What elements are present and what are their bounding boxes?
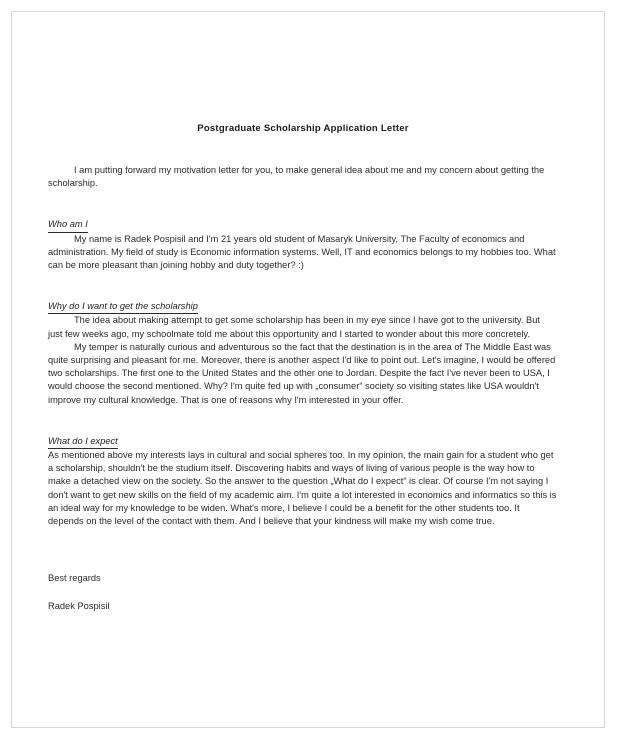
spacer xyxy=(48,190,557,216)
intro-paragraph: I am putting forward my motivation letter for you, to make general idea about me and my concern about getting the scholarship. xyxy=(48,165,545,189)
section-why-scholarship-heading-wrap xyxy=(48,298,557,314)
section-who-am-i-heading-wrap xyxy=(48,216,557,232)
spacer xyxy=(48,528,557,572)
signature-name: Radek Pospisil xyxy=(48,601,110,612)
section-who-am-i-paragraph-1: My name is Radek Pospisil and I'm 21 years old student of Masaryk University, The Faculty of economics and administration. My field of study is Economic information systems. Well, IT and economics belongs to my hobbies too. What can be more pleasant than joining hobby and duty together? :) xyxy=(48,233,556,271)
section-what-expect-paragraph-1: As mentioned above my interests lays in cultural and social spheres too. In my opinion, the main gain for a student who get a scholarship, shouldn't be the studium itself. Discovering habits and ways of living of various people is the way how to make a detached view on the society. So the answer to the question „What do I expect“ is clear. Of course I'm not saying I don't want to get new skills on the field of my academic aim. I'm quite a lot interested in economics and informatics so this is an ideal way for my knowledge to be widen. What's more, I believe I could be a benefit for the other students too. It depends on the level of the contact with them. And I believe that your kindness will make my wish come true. xyxy=(48,450,557,527)
page-content-area xyxy=(48,12,558,727)
section-why-scholarship-paragraph-2: My temper is naturally curious and adventurous so the fact that the destination is in the area of The Middle East was quite surprising and pleasant for me. Moreover, there is another aspect I'd like to point out. Let's imagine, I would be offered two scholarships. The first one to the United States and the other one to Jordan. Despite the fact I've never been to USA, I would choose the second mentioned. Why? I'm quite fed up with „consumer“ society so visiting states like USA wouldn't improve my cultural knowledge. That is one of reasons why I'm interested in your offer. xyxy=(48,341,556,405)
section-heading-who-am-i: Who am I xyxy=(48,218,88,232)
letter-body xyxy=(48,164,557,614)
section-what-expect-heading-wrap xyxy=(48,433,557,449)
section-heading-why-scholarship: Why do I want to get the scholarship xyxy=(48,300,198,314)
spacer xyxy=(48,272,557,298)
page-title: Postgraduate Scholarship Application Letter xyxy=(197,123,409,134)
spacer xyxy=(48,407,557,433)
signature-block xyxy=(48,572,557,613)
document-page xyxy=(11,11,605,728)
closing-line: Best regards xyxy=(48,573,101,584)
section-heading-what-expect: What do I expect xyxy=(48,435,118,449)
spacer xyxy=(48,585,557,600)
section-why-scholarship-paragraph-1: The idea about making attempt to get some scholarship has been in my eye since I have got to the university. But just few weeks ago, my schoolmate told me about this opportunity and I started to wonder about this more concretely. xyxy=(48,315,540,339)
